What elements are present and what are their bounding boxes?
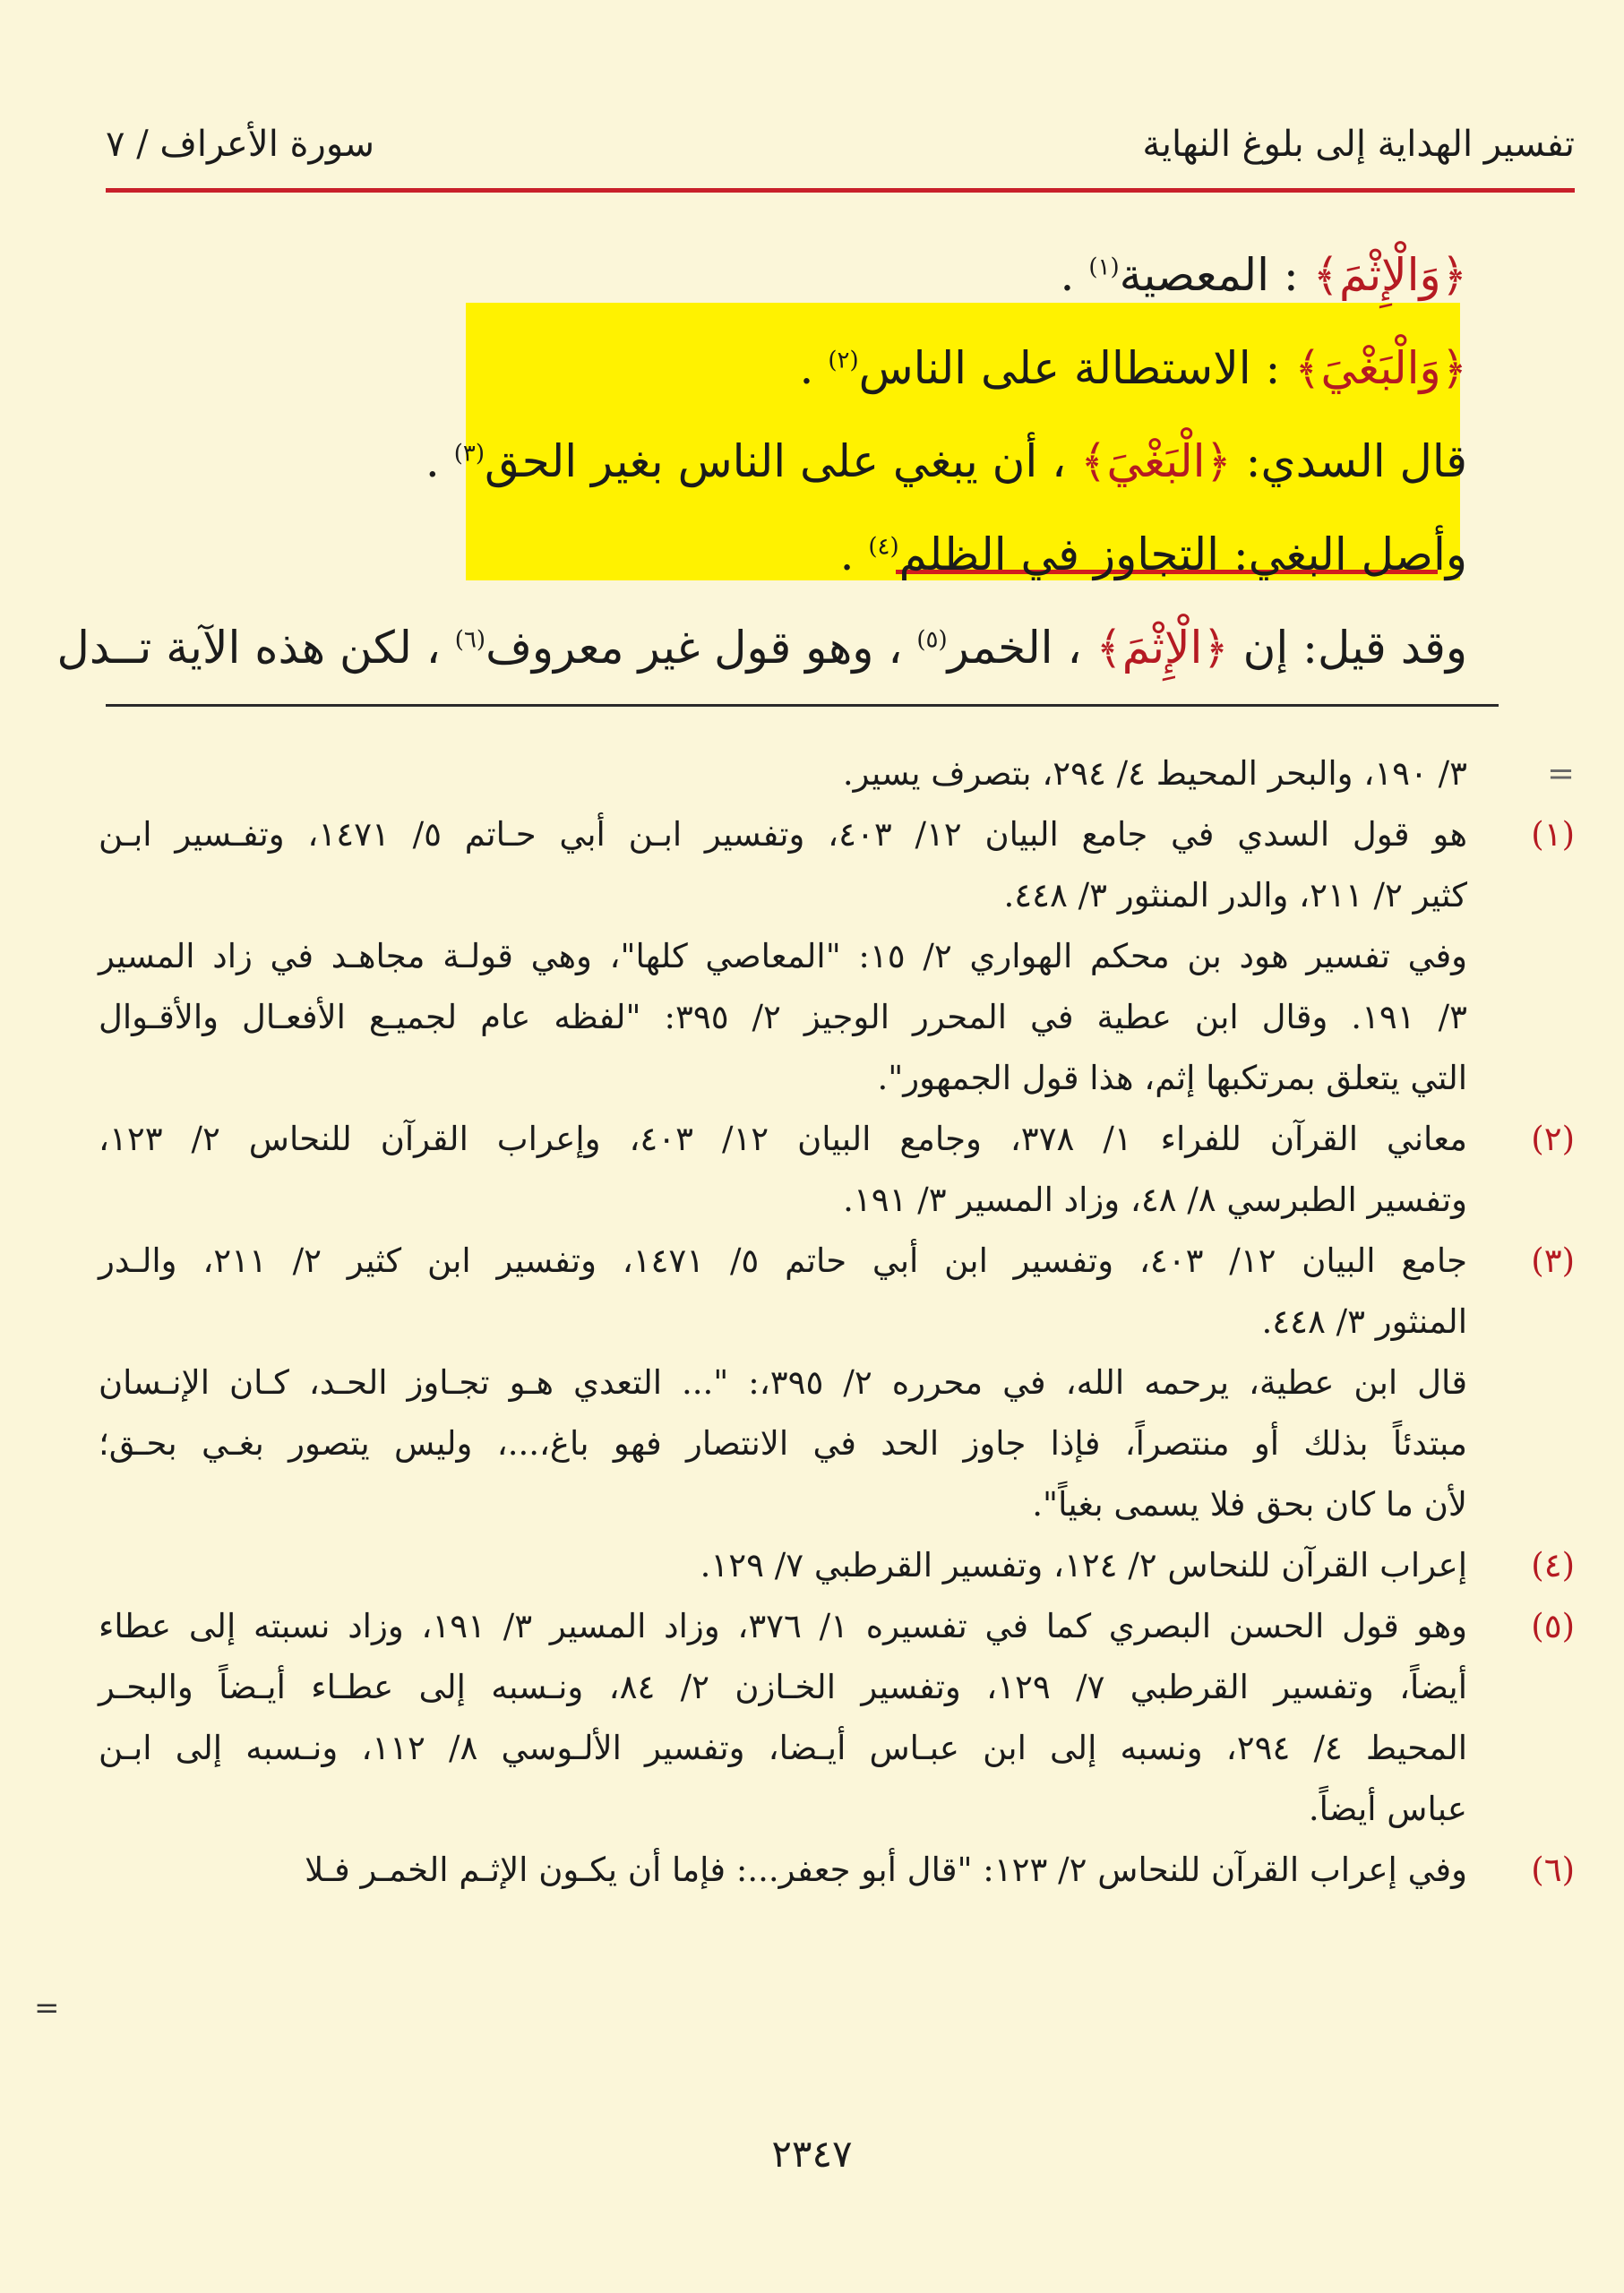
footnote xyxy=(99,804,1575,1109)
footnote-line: هو قول السدي في جامع البيان ١٢/ ٤٠٣، وتفسير ابـن أبي حـاتم ٥/ ١٤٧١، وتفـسير ابـن xyxy=(99,815,1467,854)
footnote-number: (٤) xyxy=(1531,1546,1575,1584)
footnote-line: مبتدئاً بذلك أو منتصراً، فإذا جاوز الحد في الانتصار فهو باغ،...، وليس يتصور بغـي بحـق؛ xyxy=(99,1424,1467,1463)
quran-word: ﴿وَالْبَغْيَ﴾ xyxy=(1294,342,1467,394)
footnote-number: (٣) xyxy=(1531,1241,1575,1280)
footnote xyxy=(99,1535,1575,1596)
footnote-line: المنثور ٣/ ٤٤٨. xyxy=(1261,1302,1467,1341)
footnote-number: (١) xyxy=(1531,815,1575,854)
footnote-ref[interactable]: (٣) xyxy=(453,440,485,468)
footnote xyxy=(99,1840,1575,1901)
main-line-3: قال السدي: ﴿الْبَغْيَ﴾ ، أن يبغي على الناس بغير الحق$^{(٣)}$ . xyxy=(425,435,1467,487)
footnotes xyxy=(99,743,1575,1901)
footnote xyxy=(99,1109,1575,1231)
footnote-number: (٢) xyxy=(1531,1120,1575,1158)
quran-word: ﴿وَالْإِثْمَ﴾ xyxy=(1312,249,1467,301)
footnote-line: أيضاً، وتفسير القرطبي ٧/ ١٢٩، وتفسير الخـازن ٢/ ٨٤، ونـسبه إلى عطـاء أيـضاً والبحـر xyxy=(99,1668,1467,1706)
surah-label: سورة الأعراف / ٧ xyxy=(106,124,374,165)
next-page-mark: = xyxy=(34,1990,60,2026)
quran-word: ﴿الْبَغْيَ﴾ xyxy=(1080,435,1232,487)
footnote-list xyxy=(99,804,1575,1901)
main-line-4: وأصل البغي: التجاوز في الظلم$^{(٤)}$ . xyxy=(839,528,1467,580)
footnote-line: كثير ٢/ ٢١١، والدر المنثور ٣/ ٤٤٨. xyxy=(1003,876,1467,915)
footnote-ref[interactable]: (١) xyxy=(1088,253,1120,281)
footnote-number: (٥) xyxy=(1531,1607,1575,1645)
main-line-2: ﴿وَالْبَغْيَ﴾ : الاستطالة على الناس$^{(٢)}$ . xyxy=(799,342,1467,394)
footnote-line: لأن ما كان بحق فلا يسمى بغياً". xyxy=(1032,1485,1467,1524)
footnote-ref[interactable]: (٤) xyxy=(868,533,899,561)
footnote-line: معاني القرآن للفراء ١/ ٣٧٨، وجامع البيان ١٢/ ٤٠٣، وإعراب القرآن للنحاس ٢/ ١٢٣، xyxy=(99,1120,1467,1158)
page-number: ٢٣٤٧ xyxy=(771,2132,853,2176)
footnote-line: قال ابن عطية، يرحمه الله، في محرره ٢/ ٣٩٥،: "... التعدي هـو تجـاوز الحـد، كـان الإنـسان xyxy=(99,1363,1468,1402)
footnote xyxy=(99,1596,1575,1840)
footnote-ref[interactable]: (٦) xyxy=(454,626,486,654)
footnote-line: جامع البيان ١٢/ ٤٠٣، وتفسير ابن أبي حاتم ٥/ ١٤٧١، وتفسير ابن كثير ٢/ ٢١١، والـدر xyxy=(99,1241,1467,1280)
footnote-line: وفي إعراب القرآن للنحاس ٢/ ١٢٣: "قال أبو جعفر...: فإما أن يكـون الإثـم الخمـر فـلا xyxy=(305,1851,1467,1889)
quran-word: ﴿الْإِثْمَ﴾ xyxy=(1096,622,1229,674)
main-line-1: ﴿وَالْإِثْمَ﴾ : المعصية$^{(١)}$ . xyxy=(1060,249,1467,301)
footnote-line: إعراب القرآن للنحاس ٢/ ١٢٤، وتفسير القرطبي ٧/ ١٢٩. xyxy=(700,1546,1467,1584)
footnote-line: وتفسير الطبرسي ٨/ ٤٨، وزاد المسير ٣/ ١٩١. xyxy=(843,1181,1467,1219)
footnote-line: المحيط ٤/ ٢٩٤، ونسبه إلى ابن عبـاس أيـضا، وتفسير الألـوسي ٨/ ١١٢، ونـسبه إلى ابـن xyxy=(99,1729,1468,1767)
footnote-number: (٦) xyxy=(1531,1851,1575,1889)
footnote-line: وفي تفسير هود بن محكم الهواري ٢/ ١٥: "المعاصي كلها"، وهي قولـة مجاهـد في زاد المسير xyxy=(99,937,1468,975)
footnote-line: التي يتعلق بمرتكبها إثم، هذا قول الجمهور". xyxy=(877,1059,1467,1097)
footnote-continuation: = ٣/ ١٩٠، والبحر المحيط ٤/ ٢٩٤، بتصرف يسير. xyxy=(99,743,1575,804)
footnote-separator xyxy=(106,704,1499,707)
footnote-line: ٣/ ١٩١. وقال ابن عطية في المحرر الوجيز ٢/ ٣٩٥: "لفظه عام لجميـع الأفعـال والأقـوال xyxy=(99,998,1467,1036)
book-title: تفسير الهداية إلى بلوغ النهاية xyxy=(1142,124,1575,165)
footnote-ref[interactable]: (٢) xyxy=(828,347,859,374)
running-head xyxy=(106,124,1575,177)
continuation-mark: = xyxy=(1546,754,1575,793)
main-text xyxy=(56,228,1467,694)
footnote xyxy=(99,1231,1575,1535)
header-rule xyxy=(106,188,1575,193)
footnote-line: عباس أيضاً. xyxy=(1308,1790,1467,1828)
main-line-5: وقد قيل: إن ﴿الْإِثْمَ﴾ ، الخمر$^{(٥)}$ ، وهو قول غير معروف$^{(٦)}$ ، لكن هذه الآية تــدل xyxy=(56,622,1467,674)
footnote-ref[interactable]: (٥) xyxy=(916,626,948,654)
footnote-line: وهو قول الحسن البصري كما في تفسيره ١/ ٣٧٦، وزاد المسير ٣/ ١٩١، وزاد نسبته إلى عطاء xyxy=(99,1607,1468,1645)
